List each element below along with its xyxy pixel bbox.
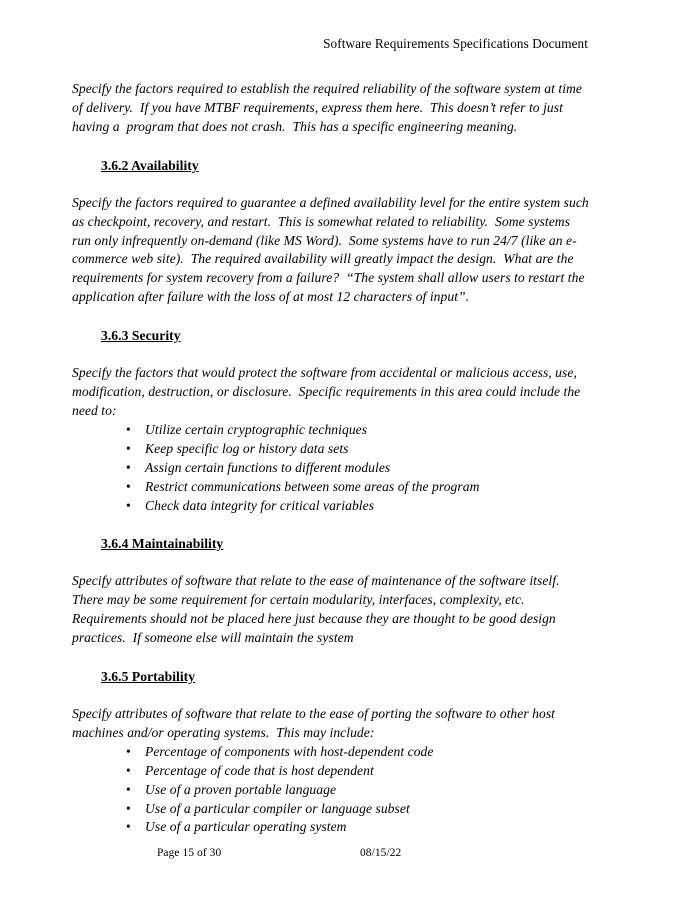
spacer [72,307,590,326]
list-item-label: Percentage of code that is host dependent [145,762,374,778]
intro-paragraph: Specify the factors required to establish the required reliability of the software system at time of delivery. If you have MTBF requirements, express them here. This doesn’t refer to just having a program that does not crash. This has a specific engineering meaning. [72,81,586,134]
spacer [72,175,590,194]
document-body [72,80,593,837]
list-item-label: Percentage of components with host-dependent code [145,743,434,759]
list-item-label: Check data integrity for critical variables [145,497,375,513]
list-item [72,818,590,837]
list-item [72,478,590,497]
bullet-icon: • [126,478,131,494]
list-item-label: Keep specific log or history data sets [145,440,349,456]
section-heading-portability: 3.6.5 Portability [101,669,196,685]
list-item-label: Use of a particular operating system [145,819,347,835]
list-item [72,743,590,762]
section-heading-maintainability: 3.6.4 Maintainability [101,536,224,552]
heading-row-portability [72,667,590,686]
section-paragraph-availability: Specify the factors required to guarantee a defined availability level for the entire system such as checkpoint, recovery, and restart. This is somewhat related to reliability. Some systems run only infrequently on-demand (like MS Word). Some systems have to run 24/7 (like an e-commerce web site). The required availability will greatly impact the design. What are the requirements for system recovery from a failure? “The system shall allow users to restart the application after failure with the loss of at most 12 characters of input”. [72,194,593,305]
spacer [72,648,590,667]
spacer [72,686,590,705]
footer-page-number: Page 15 of 30 [157,847,222,859]
footer-date: 08/15/22 [360,847,402,859]
bullet-icon: • [126,819,131,835]
security-bullet-list [72,421,590,516]
section-paragraph-maintainability: Specify attributes of software that relate to the ease of maintenance of the software itself. There may be some requirement for certain modularity, interfaces, complexity, etc. Requirements should not be placed here just because they are thought to be good design practices. If someone else will maintain the system [72,573,567,646]
bullet-icon: • [126,743,131,759]
bullet-icon: • [126,459,131,475]
spacer [72,553,590,572]
bullet-icon: • [126,762,131,778]
list-item [72,440,590,459]
bullet-icon: • [126,421,131,437]
list-item [72,800,590,819]
bullet-icon: • [126,497,131,513]
section-heading-availability: 3.6.2 Availability [101,157,199,173]
list-item-label: Use of a proven portable language [145,781,337,797]
spacer [72,137,590,156]
list-item-label: Use of a particular compiler or language subset [145,800,410,816]
section-heading-security: 3.6.3 Security [101,328,181,344]
list-item [72,497,590,516]
heading-row-maintainability [72,534,590,553]
heading-row-availability [72,156,590,175]
list-item [72,459,590,478]
list-item [72,762,590,781]
list-item-label: Restrict communications between some areas of the program [145,478,480,494]
running-header: Software Requirements Specifications Document [323,36,588,51]
bullet-icon: • [126,781,131,797]
bullet-icon: • [126,800,131,816]
portability-bullet-list [72,743,590,838]
list-item [72,781,590,800]
spacer [72,345,590,364]
bullet-icon: • [126,440,131,456]
section-paragraph-portability: Specify attributes of software that relate to the ease of porting the software to other host machines and/or operating systems. This may include: [72,706,559,740]
list-item-label: Assign certain functions to different modules [145,459,391,475]
section-paragraph-security: Specify the factors that would protect the software from accidental or malicious access, use, modification, destruction, or disclosure. Specific requirements in this area could include the need to: [72,365,584,418]
heading-row-security [72,326,590,345]
list-item [72,421,590,440]
list-item-label: Utilize certain cryptographic techniques [145,421,368,437]
spacer [72,515,590,534]
